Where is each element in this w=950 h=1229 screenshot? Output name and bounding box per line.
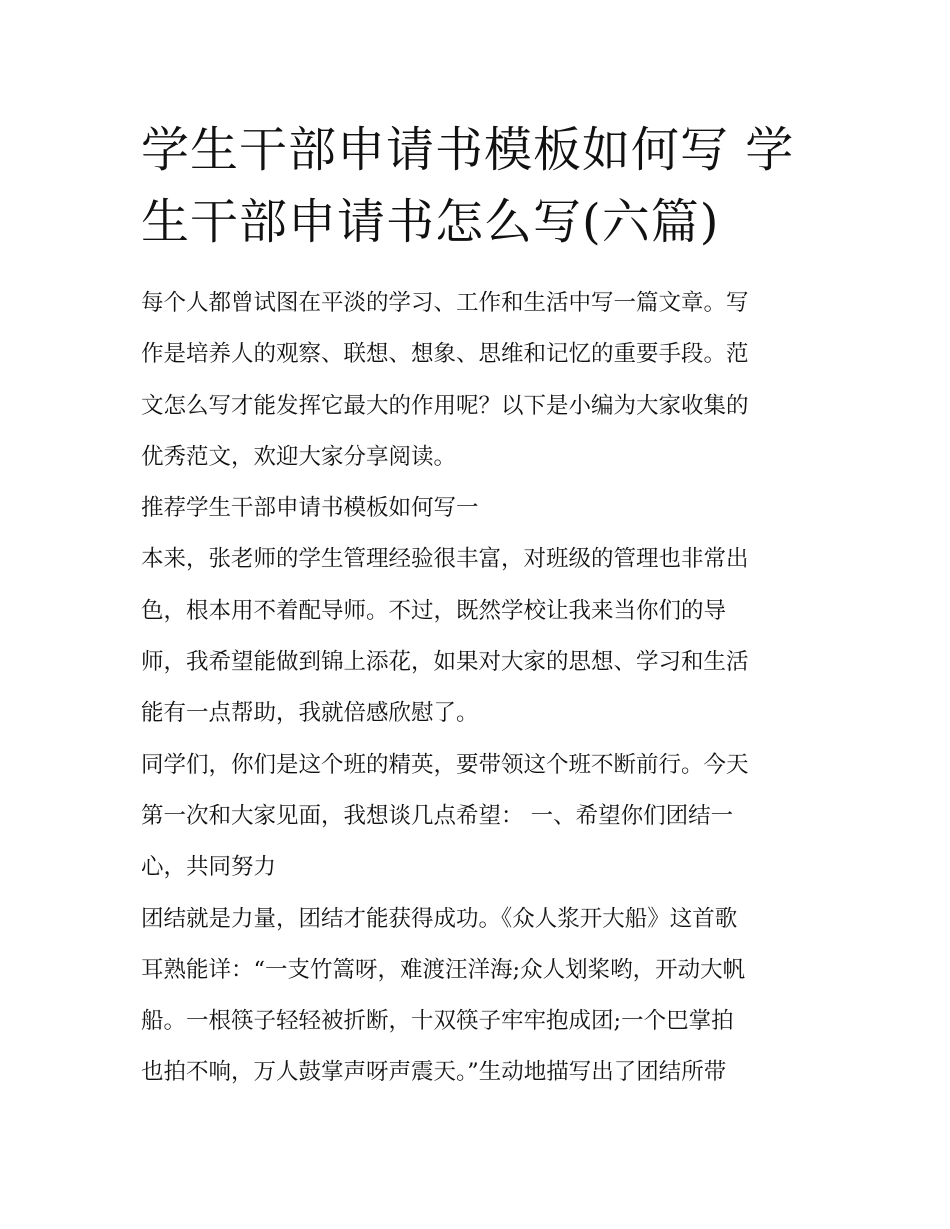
text-line: 作是培养人的观察、联想、想象、思维和记忆的重要手段。范	[141, 341, 749, 368]
text-line: 第一次和大家见面，我想谈几点希望： 一、希望你们团结一	[141, 802, 734, 829]
page-title	[141, 114, 821, 258]
title-line: 学生干部申请书模板如何写 学	[141, 122, 795, 178]
text-line: 优秀范文，欢迎大家分享阅读。	[141, 443, 457, 470]
text-line: 本来，张老师的学生管理经验很丰富，对班级的管理也非常出	[141, 546, 749, 573]
text-line: 每个人都曾试图在平淡的学习、工作和生活中写一篇文章。写	[141, 290, 749, 316]
section-heading: 推荐学生干部申请书模板如何写一	[141, 495, 479, 522]
text-line: 船。一根筷子轻轻被折断，十双筷子牢牢抱成团;一个巴掌拍	[141, 1008, 734, 1035]
document-body	[141, 278, 821, 1099]
text-line: 文怎么写才能发挥它最大的作用呢？以下是小编为大家收集的	[141, 392, 749, 419]
text-line: 能有一点帮助，我就倍感欣慰了。	[141, 700, 479, 727]
text-line: 也拍不响，万人鼓掌声呀声震天。”生动地描写出了团结所带	[141, 1059, 727, 1086]
text-line: 同学们，你们是这个班的精英，要带领这个班不断前行。今天	[141, 751, 749, 778]
text-line: 色，根本用不着配导师。不过，既然学校让我来当你们的导	[141, 597, 727, 624]
title-line: 生干部申请书怎么写(六篇)	[141, 194, 720, 250]
text-line: 耳熟能详：“一支竹篙呀，难渡汪洋海;众人划桨哟，开动大帆	[141, 956, 746, 983]
text-line: 师，我希望能做到锦上添花，如果对大家的思想、学习和生活	[141, 649, 749, 676]
text-line: 心，共同努力	[141, 854, 277, 881]
text-line: 团结就是力量，团结才能获得成功。《众人浆开大船》这首歌	[141, 905, 738, 932]
